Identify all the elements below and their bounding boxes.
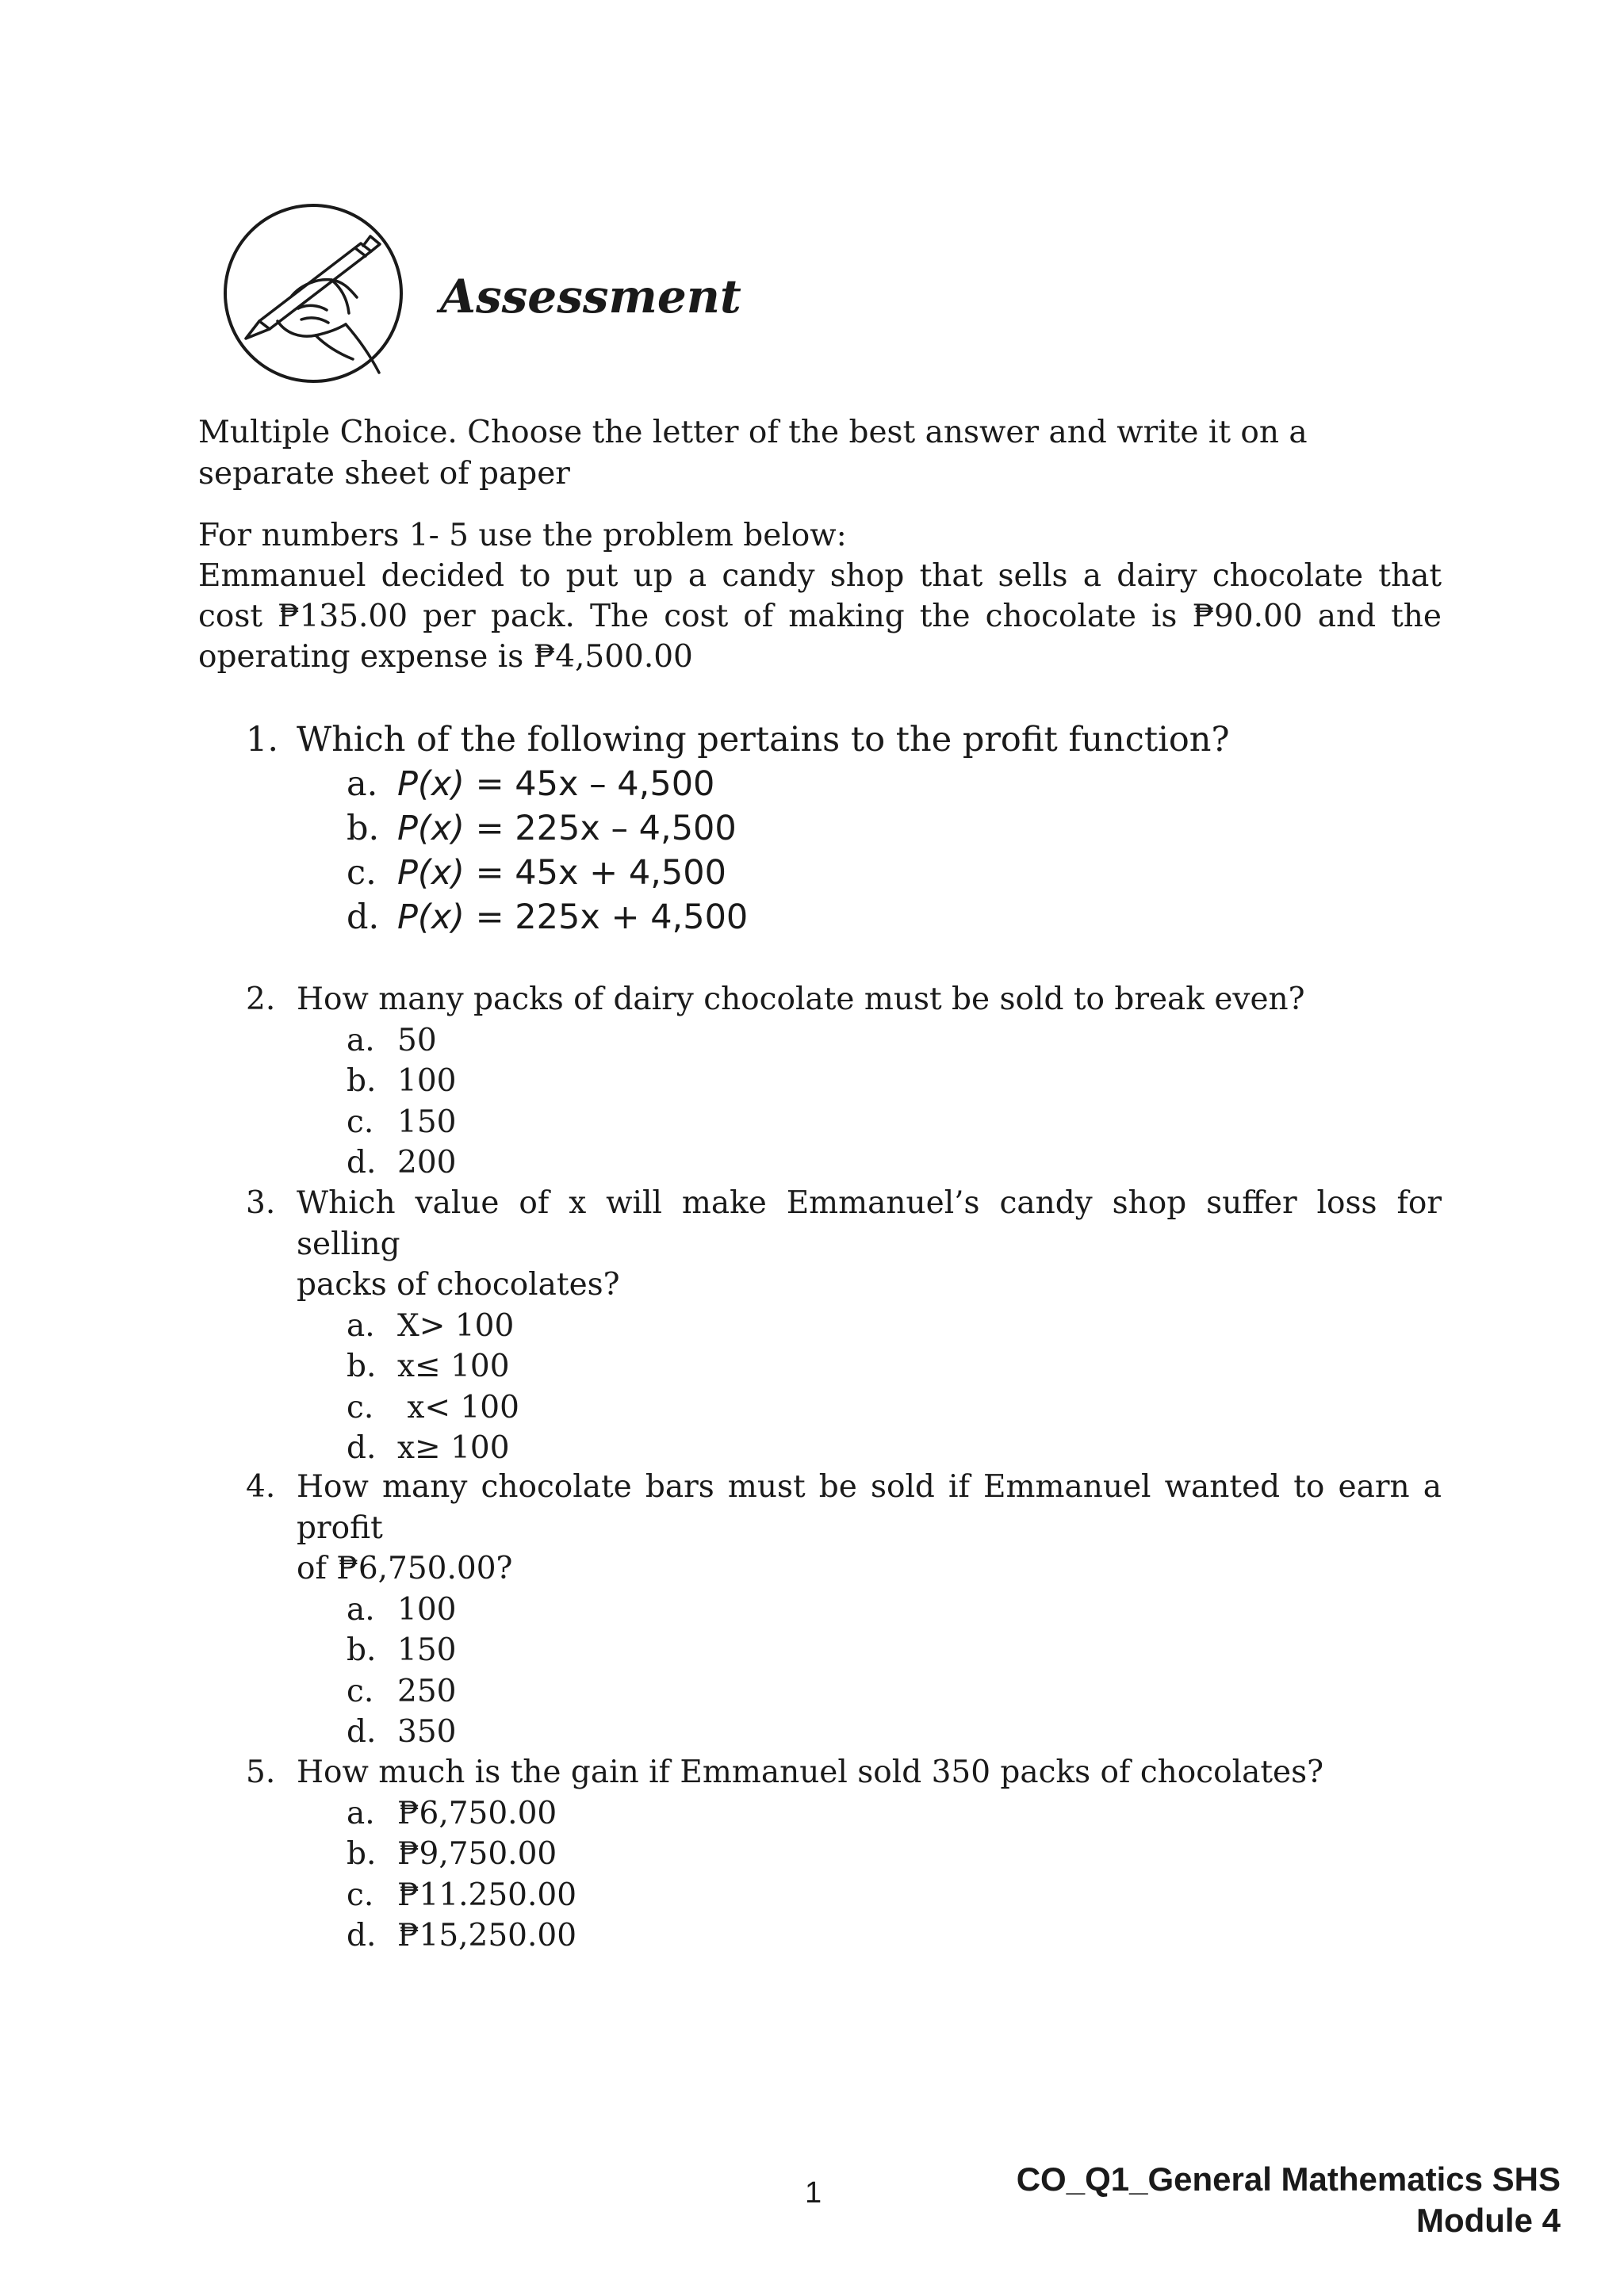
- module-footer: [1017, 2159, 1561, 2241]
- option-c: [347, 851, 1442, 895]
- option-c: [347, 1875, 1442, 1916]
- question-stem: How many chocolate bars must be sold if Emmanuel wanted to earn a profit: [297, 1469, 1442, 1546]
- option-text: 200: [397, 1145, 457, 1181]
- option-letter: d.: [347, 1145, 377, 1181]
- option-letter: c.: [347, 853, 377, 893]
- option-text: 100: [397, 1063, 457, 1099]
- question-1: [246, 718, 1442, 939]
- option-d: [347, 1428, 1442, 1469]
- option-text: x≤ 100: [397, 1349, 510, 1384]
- option-text: X> 100: [397, 1307, 515, 1344]
- option-c: [347, 1387, 1442, 1429]
- footer-course-code: CO_Q1_General Mathematics SHS: [1016, 2160, 1561, 2198]
- question-5: [246, 1752, 1442, 1957]
- option-a: [347, 762, 1442, 806]
- question-stem: How much is the gain if Emmanuel sold 350 packs of chocolates?: [297, 1755, 1323, 1790]
- question-stem-continued: packs of chocolates?: [297, 1267, 620, 1303]
- option-text: 100: [397, 1591, 457, 1628]
- option-letter: a.: [347, 1022, 375, 1058]
- option-text: 250: [397, 1673, 457, 1709]
- function-name: P(x): [397, 764, 465, 804]
- option-letter: c.: [347, 1877, 374, 1913]
- option-letter: a.: [347, 1591, 375, 1628]
- question-number: 2.: [246, 982, 276, 1017]
- option-text: ₱6,750.00: [397, 1795, 557, 1831]
- intro-line: For numbers 1- 5 use the problem below:: [198, 518, 847, 553]
- option-expression: = 225x – 4,500: [464, 809, 737, 848]
- option-d: [347, 1712, 1442, 1753]
- option-text: ₱11.250.00: [397, 1877, 577, 1913]
- option-letter: d.: [347, 1918, 377, 1954]
- option-text: ₱9,750.00: [397, 1836, 557, 1872]
- option-text: x< 100: [397, 1389, 519, 1425]
- option-letter: b.: [347, 1836, 377, 1872]
- function-name: P(x): [397, 809, 465, 848]
- question-number: 1.: [246, 720, 279, 760]
- question-2: [246, 979, 1442, 1184]
- question-number: 4.: [246, 1469, 276, 1505]
- footer-module: Module 4: [1415, 2202, 1561, 2239]
- option-expression: = 45x + 4,500: [464, 853, 726, 893]
- option-text: 150: [397, 1104, 457, 1140]
- option-text: x≥ 100: [397, 1430, 510, 1466]
- question-number: 3.: [246, 1185, 276, 1221]
- option-b: [347, 1061, 1442, 1102]
- option-text: 150: [397, 1632, 457, 1668]
- option-a: [347, 1020, 1442, 1062]
- option-letter: b.: [347, 809, 380, 848]
- option-letter: a.: [347, 764, 378, 804]
- option-letter: a.: [347, 1307, 375, 1344]
- option-letter: a.: [347, 1795, 375, 1831]
- option-expression: = 225x + 4,500: [464, 897, 749, 937]
- instructions-text: Multiple Choice. Choose the letter of the best answer and write it on a separate sheet of paper: [198, 415, 1308, 492]
- option-b: [347, 1630, 1442, 1671]
- page-number: 1: [805, 2176, 822, 2210]
- page-title: Assessment: [440, 270, 741, 323]
- option-text: 350: [397, 1714, 457, 1750]
- option-b: [347, 1834, 1442, 1875]
- option-d: [347, 1142, 1442, 1184]
- option-b: [347, 1346, 1442, 1387]
- option-text: ₱15,250.00: [397, 1918, 577, 1954]
- option-letter: d.: [347, 1714, 377, 1750]
- option-text: 50: [397, 1022, 437, 1058]
- option-letter: c.: [347, 1389, 374, 1425]
- option-a: [347, 1590, 1442, 1631]
- option-letter: d.: [347, 1430, 377, 1466]
- option-letter: d.: [347, 897, 380, 937]
- hand-writing-pencil-icon: [222, 202, 404, 385]
- option-a: [347, 1306, 1442, 1347]
- question-stem: Which of the following pertains to the profit function?: [297, 720, 1230, 760]
- option-a: [347, 1793, 1442, 1835]
- option-letter: b.: [347, 1632, 377, 1668]
- question-number: 5.: [246, 1755, 276, 1790]
- question-4: [246, 1467, 1442, 1753]
- option-letter: c.: [347, 1104, 374, 1140]
- problem-statement: Emmanuel decided to put up a candy shop that sells a dairy chocolate that cost ₱135.00 per pack. The cost of making the chocolate is ₱90.00 and the operating expense is ₱4,500.00: [198, 558, 1442, 675]
- option-letter: b.: [347, 1063, 377, 1099]
- question-stem-continued: of ₱6,750.00?: [297, 1551, 513, 1586]
- question-3: [246, 1183, 1442, 1469]
- option-c: [347, 1671, 1442, 1712]
- option-d: [347, 895, 1442, 939]
- problem-intro: [198, 515, 1442, 677]
- option-b: [347, 806, 1442, 851]
- option-c: [347, 1102, 1442, 1143]
- question-stem: How many packs of dairy chocolate must be sold to break even?: [297, 982, 1305, 1017]
- question-stem: Which value of x will make Emmanuel’s candy shop suffer loss for selling: [297, 1185, 1442, 1262]
- option-d: [347, 1915, 1442, 1957]
- function-name: P(x): [397, 897, 465, 937]
- function-name: P(x): [397, 853, 465, 893]
- option-expression: = 45x – 4,500: [464, 764, 715, 804]
- option-letter: c.: [347, 1673, 374, 1709]
- option-letter: b.: [347, 1349, 377, 1384]
